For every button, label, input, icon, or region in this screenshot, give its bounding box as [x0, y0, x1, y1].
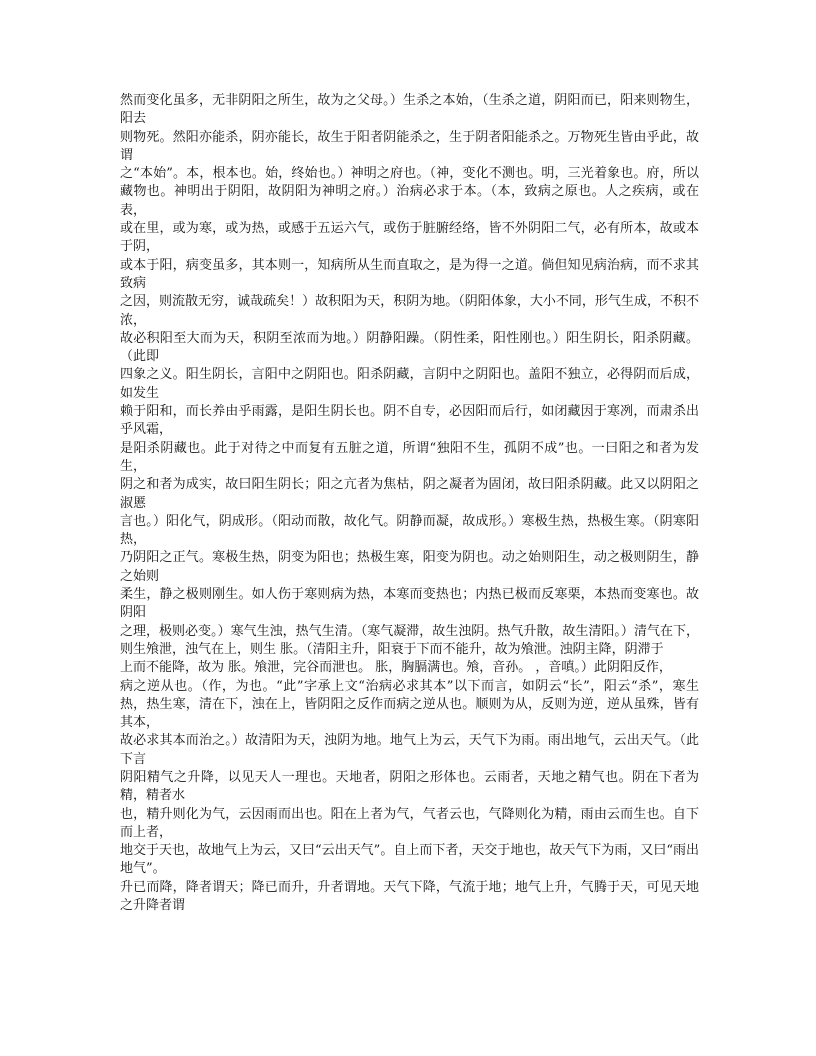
paragraph-line: 是阳杀阴藏也。此于对待之中而复有五脏之道，所谓“独阳不生，孤阴不成”也。一曰阳之和者为发生， [120, 440, 699, 474]
paragraph-line: 之“本始”。本，根本也。始，终始也。）神明之府也。（神，变化不测也。明，三光着象也。府，所以藏物也。神明出于阴阳，故阴阳为神明之府。）治病必求于本。（本，致病之原也。人之疾病，或在表， [120, 166, 699, 218]
paragraph-line: 病之逆从也。（作，为也。“此”字承上文“治病必求其本”以下而言，如阴云“长”，阳云“杀”，寒生热，热生寒，清在下，浊在上，皆阴阳之反作而病之逆从也。顺则为从，反则为逆，逆从虽殊，皆有其本， [120, 678, 699, 731]
paragraph-line: 升已而降，降者谓天；降已而升，升者谓地。天气下降，气流于地；地气上升，气腾于天，可见天地之升降者谓 [120, 879, 699, 914]
paragraph-line: 或在里，或为寒，或为热，或感于五运六气，或伤于脏腑经络，皆不外阴阳二气，必有所本，故或本于阴， [120, 221, 699, 255]
paragraph-line: 赖于阳和，而长养由乎雨露，是阳生阴长也。阴不自专，必因阳而后行，如闭藏因于寒冽，而肃杀出乎风霜， [120, 404, 699, 438]
paragraph-line: 也，精升则化为气，云因雨而出也。阳在上者为气，气者云也，气降则化为精，雨由云而生也。自下而上者， [120, 806, 699, 840]
paragraph-line: 四象之义。阳生阴长，言阳中之阴阳也。阳杀阴藏，言阴中之阴阳也。盖阳不独立，必得阴而后成，如发生 [120, 367, 699, 401]
paragraph-line: 则物死。然阳亦能杀，阴亦能长，故生于阳者阴能杀之，生于阴者阳能杀之。万物死生皆由乎此，故谓 [120, 129, 699, 163]
paragraph-line: 柔生，静之极则刚生。如人伤于寒则病为热，本寒而变热也；内热已极而反寒栗，本热而变寒也。故阴阳 [120, 587, 699, 621]
paragraph-line: 之因，则流散无穷，诚哉疏矣！）故积阳为天，积阴为地。（阴阳体象，大小不同，形气生成，不积不浓， [120, 294, 699, 328]
document-page [120, 92, 699, 915]
paragraph-line: 阴阳精气之升降，以见天人一理也。天地者，阴阳之形体也。云雨者，天地之精气也。阴在下者为精，精者水 [120, 769, 699, 804]
paragraph-line: 阴之和者为成实，故曰阳生阴长；阳之亢者为焦枯，阴之凝者为固闭，故曰阳杀阴藏。此又以阴阳之淑慝 [120, 477, 699, 511]
paragraph-line: 之理，极则必变。）寒气生浊，热气生清。（寒气凝滞，故生浊阴。热气升散，故生清阳。）清气在下，则生飧泄，浊气在上，则生 胀。（清阳主升，阳衰于下而不能升，故为飧泄。浊阴主降，阴滞于 [120, 623, 699, 657]
paragraph-line: 地交于天也，故地气上为云，又曰“云出天气”。自上而下者，天交于地也，故天气下为雨，又曰“雨出地气”。 [120, 843, 699, 877]
paragraph-line: 上而不能降，故为 胀。飧泄，完谷而泄也。 胀，胸膈满也。飧，音孙。 ，音嗔。）此阴阳反作， [120, 660, 672, 676]
paragraph-line: 言也。）阳化气，阴成形。（阳动而散，故化气。阴静而凝，故成形。）寒极生热，热极生寒。（阴寒阳热， [120, 513, 699, 548]
paragraph-line: 故必求其本而治之。）故清阳为天，浊阴为地。地气上为云，天气下为雨。雨出地气，云出天气。（此下言 [120, 733, 699, 767]
paragraph-line: 或本于阳，病变虽多，其本则一，知病所从生而直取之，是为得一之道。倘但知见病治病，而不求其致病 [120, 257, 699, 291]
paragraph-line: 乃阴阳之正气。寒极生热，阴变为阳也；热极生寒，阳变为阴也。动之始则阳生，动之极则阴生，静之始则 [120, 550, 699, 584]
paragraph-line: 然而变化虽多，无非阴阳之所生，故为之父母。）生杀之本始，（生杀之道，阴阳而已，阳来则物生，阳去 [120, 93, 699, 127]
paragraph-line: 故必积阳至大而为天，积阴至浓而为地。）阴静阳躁。（阴性柔，阳性刚也。）阳生阴长，阳杀阴藏。（此即 [120, 330, 699, 365]
